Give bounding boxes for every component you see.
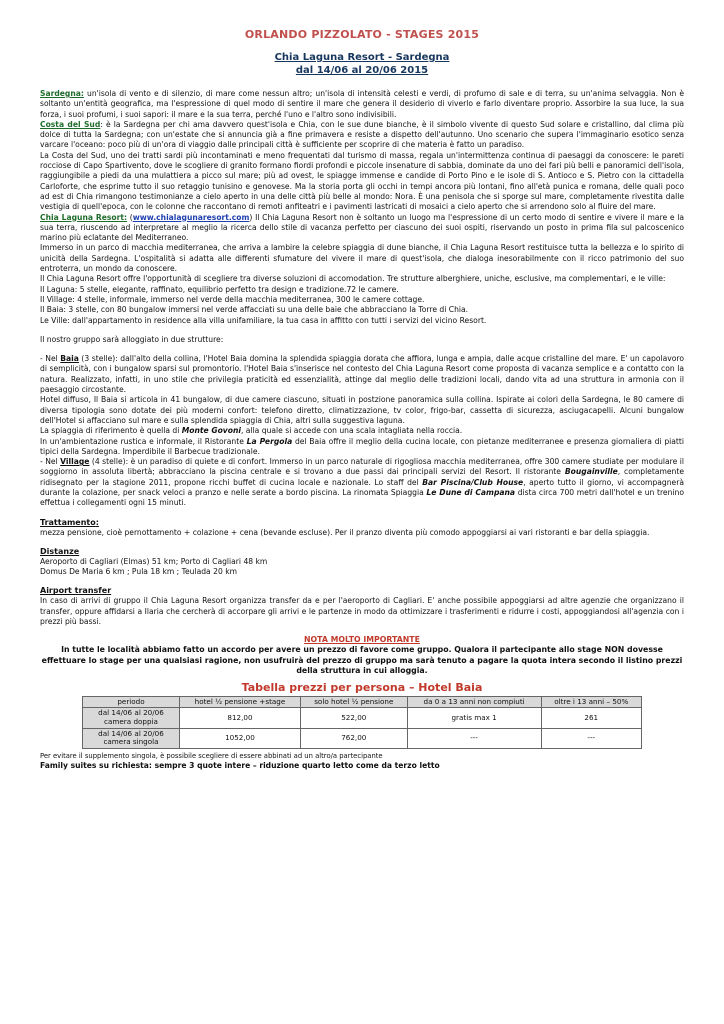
struttura-village: Il Village: 4 stelle, informale, immerso nel verde della macchia mediterranea, 300 le camere cottage. (40, 294, 425, 304)
village-prefix: - Nel (40, 457, 61, 467)
table-header: solo hotel ½ pensione (300, 696, 407, 708)
table-header: periodo (83, 696, 180, 708)
resort-dates (40, 65, 684, 78)
paragraph-spiaggia (40, 426, 684, 436)
price-table (82, 696, 642, 749)
trattamento-heading: Trattamento: (40, 517, 99, 527)
paragraph-village (40, 457, 684, 508)
struttura-laguna: Il Laguna: 5 stelle, elegante, raffinato, equilibrio perfetto tra design e tradizione.72 le camere. (40, 284, 399, 294)
spiaggia-name: Monte Govoni (181, 426, 241, 436)
sardegna-text: un'isola di vento e di silenzio, di mare come nessun altro; un'isola di intensità celesti e verdi, di profumo di sale e di terra, su un'anima selvaggia. Non è soltanto un'entità geografica, ma l'espressione di quel modo di sentire il mare che genera il desiderio di viverlo e farlo diventare proprio. Assorbire la sua luce, la sua forza, i suoi profumi, i suoi sapori: il mare e la sua terra, perché l'uno e l'altro sono indivisibili. (40, 89, 684, 119)
struttura-ville: Le Ville: dall'appartamento in residence alla villa unifamiliare, la tua casa in affitto con tutti i servizi del vicino Resort. (40, 315, 487, 325)
resort-title (40, 52, 684, 65)
table-row (83, 728, 642, 748)
nota-heading: NOTA MOLTO IMPORTANTE (304, 635, 420, 645)
chia-label: Chia Laguna Resort: (40, 212, 128, 222)
table-cell: gratis max 1 (407, 708, 541, 728)
note-singola: Per evitare il supplemento singola, è possibile scegliere di essere abbinati ad un altro/a partecipante (40, 751, 383, 760)
nota-text: In tutte le località abbiamo fatto un accordo per avere un prezzo di favore come gruppo. Qualora il partecipante allo stage NON dovesse effettuare lo stage per una qualsiasi ragione, non usufruirà del prezzo di gruppo ma sarà tenuto a pagare la quota intera secondo il listino prezzi della struttura in cui alloggia. (41, 645, 683, 676)
chia-website-link[interactable]: www.chialagunaresort.com (132, 212, 250, 222)
table-cell: 522,00 (300, 708, 407, 728)
paragraph-gruppo: Il nostro gruppo sarà alloggiato in due strutture: (40, 334, 224, 344)
ristorante-post: del Baia offre il meglio della cucina locale, con pietanze mediterranee e presenza giornaliera di piatti tipici della Sardegna. Imperdibile il Barbecue tradizionale. (40, 436, 684, 456)
table-cell: --- (407, 728, 541, 748)
airport-transfer-text: In caso di arrivi di gruppo il Chia Laguna Resort organizza transfer da e per l'aeroporto di Cagliari. E' anche possibile appoggiarsi ad altre agenzie che organizzano il transfer, oppure affidarsi a Ilaria che cercherà di accorpare gli arrivi e le partenze in modo da ottimizzare i trasferimenti e ridurre i costi, appoggiandosi all'agenzia con i prezzi più bassi. (40, 596, 684, 627)
village-bar-piscina: Bar Piscina/Club House (422, 477, 524, 487)
costa-text: : è la Sardegna per chi ama davvero quest'isola e Chia, con le sue dune bianche, è il simbolo vivente di questo Sud solare e cristallino, dal clima più dolce di tutta la Sardegna; con un'estate che si annuncia già a fine primavera e resiste a dispetto dell'autunno. Uno scenario che supera l'immaginario esotico senza varcare l'oceano: poco più di un'ora di viaggio dalle principali città è sufficiente per scoprire di che materia è fatto un paradiso. (40, 119, 684, 150)
ristorante-pre: In un'ambientazione rustica e informale, il Ristorante (40, 436, 247, 446)
spiaggia-pre: La spiaggia di riferimento è quella di (40, 426, 182, 436)
spiaggia-post: , alla quale si accede con una scala intagliata nella roccia. (240, 426, 463, 436)
paragraph-sardegna (40, 89, 684, 120)
document-header: ORLANDO PIZZOLATO - STAGES 2015 (244, 28, 480, 41)
village-dune-campana: Le Dune di Campana (426, 487, 516, 497)
table-header: hotel ½ pensione +stage (180, 696, 301, 708)
costa-label: Costa del Sud (40, 119, 101, 129)
table-cell: --- (541, 728, 641, 748)
paragraph-ristorante (40, 437, 684, 458)
resort-title-text: Chia Laguna Resort - Sardegna (274, 52, 450, 63)
paragraph-immerso: Immerso in un parco di macchia mediterranea, che arriva a lambire la celebre spiaggia di dune bianche, il Chia Laguna Resort restituisce tutta la bellezza e lo spirito di unicità della Sardegna. L'ospitalità si adatta alle differenti sfumature del vivere il mare di quest'isola, che dialoga inesorabilmente con il ricco patrimonio del suo entroterra, un mondo da conoscere. (40, 243, 684, 274)
village-t2: , completamente ridisegnato per la stagione 2011, propone ricchi buffet di cucina locale e nazionale. Lo staff del (40, 467, 685, 487)
baia-prefix: - Nel (40, 354, 61, 364)
table-row (83, 708, 642, 728)
paragraph-hotel-diffuso: Hotel diffuso, Il Baia si articola in 41 bungalow, di due camere ciascuno, situati in postzione panoramica sulla collina. Ispirate ai colori della Sardegna, le 80 camere di diversa tipologia sono dotate dei più moderni confort: telefono diretto, climatizzazione, tv color, frigo-bar, cassetta di sicurezza, asciugacapelli. Alcuni bungalow dell'Hotel si affacciano sul mare e sulla splendida spiaggia di Chia, altri sulla suggestiva laguna. (40, 395, 684, 425)
airport-transfer-heading: Airport transfer (40, 586, 112, 596)
distanze-heading: Distanze (40, 546, 80, 556)
baia-name: Baia (60, 354, 79, 364)
paragraph-costa (40, 120, 684, 151)
paragraph-costa-2: La Costa del Sud, uno dei tratti sardi più incontaminati e meno frequentati dal turismo di massa, regala un'intermittenza continua di paesaggi da conoscere: le pareti rocciose di Capo Spartivento, dove le scogliere di granito formano fiordi profondi e piccole insenature di sabbia, dominate da uno dei fari più belli e panoramici dell'isola, raggiungibile a piedi da una mulattiera a picco sul mare; più ad ovest, le spiagge immense e candide di Porto Pino e le isole di S. Antioco e S. Pietro con la cittadella Carloforte, che esprime tutto il suo retaggio tunisino e genovese. Ma la storia porta gli occhi in tempi ancora più lontani, fino all'età punica e romana, delle quali poco ad est di Chia rimangono testimonianze a cielo aperto in una delle città più belle al mondo: Nora. È una penisola che si sporge sul mare, completamente rivestita dalle vestigia di quell'epoca, con le colonne che raccontano di remoti anfiteatri e i pavimenti lastricati di mosaici a cielo aperto che si arrendono solo al fluire del mare. (40, 150, 684, 212)
resort-dates-text: dal 14/06 al 20/06 2015 (295, 64, 429, 76)
ristorante-name: La Pergola (246, 436, 293, 446)
distanze-line-2: Domus De Maria 6 km ; Pula 18 km ; Teulada 20 km (40, 567, 237, 577)
village-bougainville: Bougainville (564, 467, 618, 477)
paragraph-baia (40, 354, 684, 395)
paragraph-chia: Chia Laguna Resort: (www.chialagunaresort.com) Il Chia Laguna Resort non è soltanto un luogo ma l'espressione di un certo modo di sentire e vivere il mare e la sua terra, riuscendo ad interpretare al meglio la ricerca dello stile di vacanza perfetto per ciascuno dei suoi ospiti, riservando un posto in prima fila sul palcoscenico marino più eclatante del Mediterraneo. (40, 212, 684, 243)
distanze-line-1: Aeroporto di Cagliari (Elmas) 51 km; Porto di Cagliari 48 km (40, 556, 268, 566)
note-family-suites: Family suites su richiesta: sempre 3 quote intere – riduzione quarto letto come da terzo letto (40, 760, 440, 770)
village-t3: , aperto tutto il giorno, vi accompagnerà durante la colazione, per snack veloci a pranzo e nelle serate a bordo piscina. La rinomata Spiaggia (40, 477, 684, 497)
baia-text: (3 stelle): dall'alto della collina, l'Hotel Baia domina la splendida spiaggia dorata che affiora, lunga e ampia, dalle acque cristalline del mare. E' un capolavoro di semplicità, con i bungalow sparsi sul promontorio. l'Hotel Baia s'inserisce nel contesto del Chia Laguna Resort come proposta di vacanza semplice e a contatto con la natura. Realizzato, infatti, in uno stile che privilegia praticità ed essenzialità, attinge dal meglio delle tradizioni locali, dando vita ad una struttura in armonia con il paesaggio circostante. (40, 354, 684, 395)
trattamento-text: mezza pensione, cioè pernottamento + colazione + cena (bevande escluse). Per il pranzo diventa più comodo appoggiarsi ai vari ristoranti e bar della spiaggia. (40, 527, 650, 537)
table-cell: 812,00 (180, 708, 301, 728)
table-cell: dal 14/06 al 20/06 camera doppia (83, 708, 180, 728)
village-t4: dista circa 700 metri dall'hotel e un trenino effettua i collegamenti ogni 15 minuti. (40, 487, 684, 508)
struttura-baia: Il Baia: 3 stelle, con 80 bungalow immersi nel verde affacciati su una delle baie che abbracciano la Torre di Chia. (40, 305, 469, 315)
village-t1: (4 stelle): è un paradiso di quiete e di confort. Immerso in un parco naturale di rigogliosa macchia mediterranea, offre 300 camere studiate per modulare il soggiorno in assoluta libertà; abbracciano la piscina centrale e si trovano a due passi dai principali servizi del Resort. Il ristorante (40, 457, 684, 477)
village-name: Village (60, 457, 90, 467)
chia-text: Il Chia Laguna Resort non è soltanto un luogo ma l'espressione di un certo modo di sentire e vivere il mare e la sua terra, riuscendo ad interpretare al meglio la ricerca dello stile di vacanza perfetto per ciascuno dei suoi ospiti, riservando un posto in prima fila sul palcoscenico marino più eclatante del Mediterraneo. (40, 212, 684, 243)
price-table-title: Tabella prezzi per persona – Hotel Baia (241, 680, 483, 694)
table-cell: dal 14/06 al 20/06 camera singola (83, 728, 180, 748)
table-header: da 0 a 13 anni non compiuti (407, 696, 541, 708)
table-cell: 261 (541, 708, 641, 728)
paragraph-offerta: Il Chia Laguna Resort offre l'opportunità di scegliere tra diverse soluzioni di accomodation. Tre strutture alberghiere, uniche, esclusive, ma complementari, e le ville: (40, 274, 666, 284)
table-header: oltre i 13 anni – 50% (541, 696, 641, 708)
table-cell: 1052,00 (180, 728, 301, 748)
sardegna-label: Sardegna: (40, 89, 84, 98)
table-cell: 762,00 (300, 728, 407, 748)
table-header-row (83, 696, 642, 708)
